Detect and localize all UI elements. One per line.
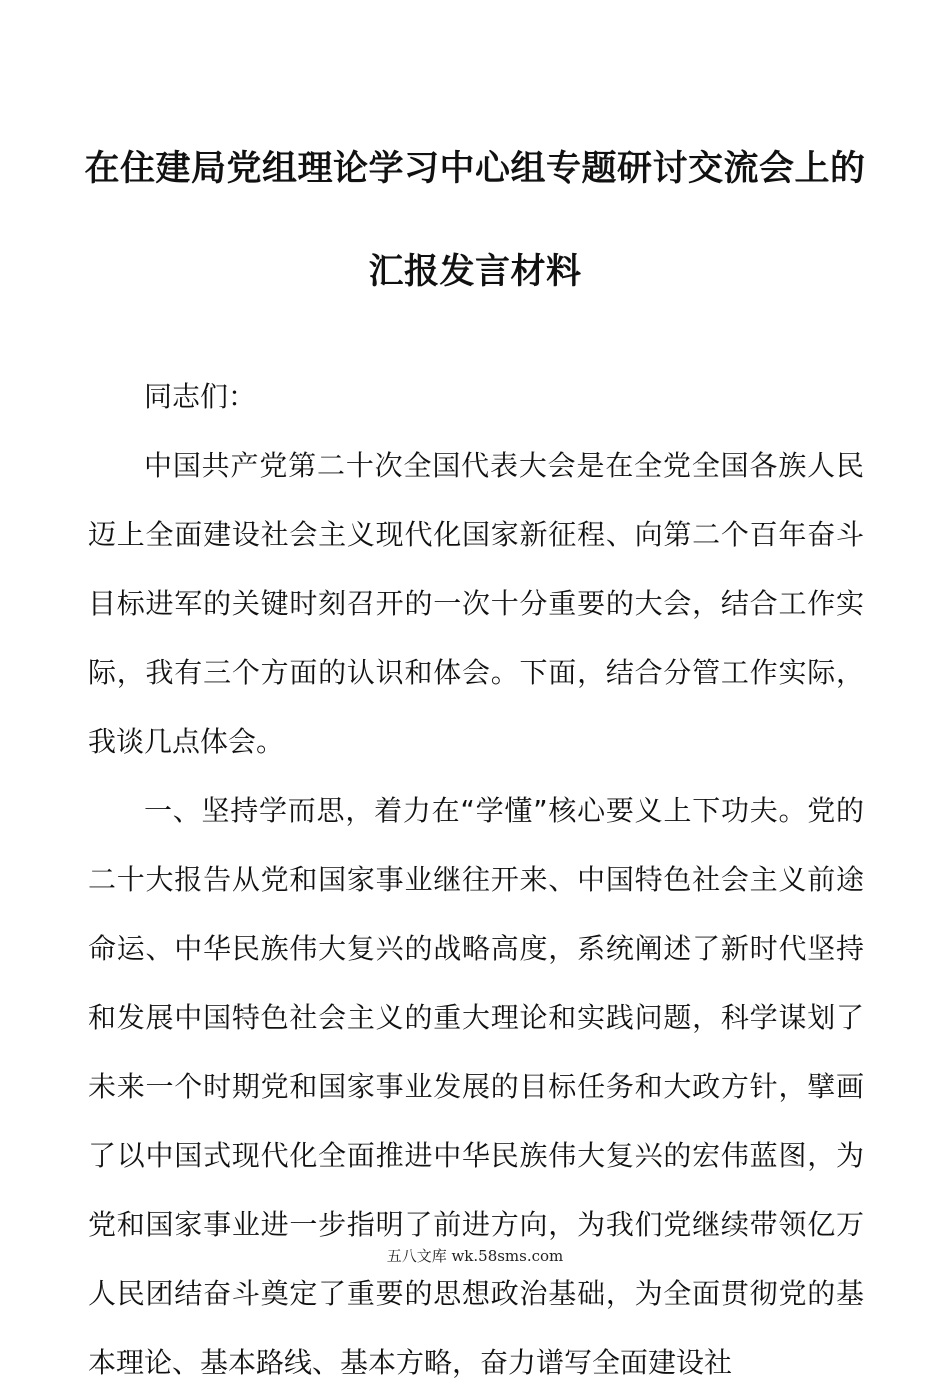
document-title <box>60 118 890 324</box>
paragraph-1: 中国共产党第二十次全国代表大会是在全党全国各族人民迈上全面建设社会主义现代化国家新征程、向第二个百年奋斗目标进军的关键时刻召开的一次十分重要的大会，结合工作实际，我有三个方面的认识和体会。下面，结合分管工作实际，我谈几点体会。 <box>88 449 864 758</box>
document-body <box>88 362 864 1397</box>
salutation: 同志们： <box>144 380 257 413</box>
footer-watermark: 五八文库 wk.58sms.com <box>386 1247 564 1265</box>
paragraph-2: 一、坚持学而思，着力在“学懂”核心要义上下功夫。党的二十大报告从党和国家事业继往开来、中国特色社会主义前途命运、中华民族伟大复兴的战略高度，系统阐述了新时代坚持和发展中国特色社会主义的重大理论和实践问题，科学谋划了未来一个时期党和国家事业发展的目标任务和大政方针，擘画了以中国式现代化全面推进中华民族伟大复兴的宏伟蓝图，为党和国家事业进一步指明了前进方向，为我们党继续带领亿万人民团结奋斗奠定了重要的思想政治基础，为全面贯彻党的基本理论、基本路线、基本方略，奋力谱写全面建设社 <box>88 794 864 1379</box>
title-line-2: 汇报发言材料 <box>368 252 582 292</box>
title-line-1: 在住建局党组理论学习中心组专题研讨交流会上的 <box>84 149 866 189</box>
